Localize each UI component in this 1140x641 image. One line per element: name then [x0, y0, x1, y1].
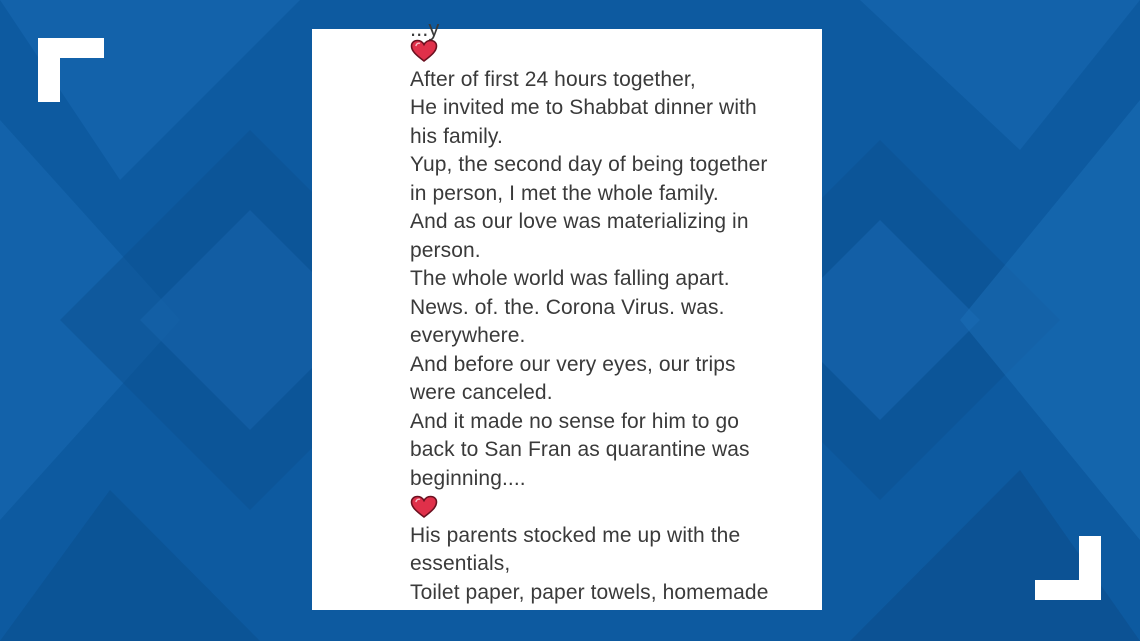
- post-text-line: The whole world was falling apart.: [410, 267, 730, 290]
- post-text-line: Yup, the second day of being together: [410, 153, 768, 176]
- post-text-line: News. of. the. Corona Virus. was.: [410, 295, 725, 319]
- cut-off-previous-line: ...y: [410, 16, 440, 41]
- bottom-right-corner-bracket: [1035, 536, 1103, 607]
- post-text-line: His parents stocked me up with the: [410, 523, 741, 547]
- post-text-line: After of first 24 hours together,: [410, 67, 696, 91]
- post-text-line: person.: [410, 238, 481, 262]
- post-text-line: back to San Fran as quarantine was: [410, 438, 750, 461]
- post-text-line: in person, I met the whole family.: [410, 181, 719, 205]
- post-text-line: He invited me to Shabbat dinner with: [410, 96, 757, 119]
- post-text-line: And before our very eyes, our trips: [410, 352, 736, 376]
- top-left-corner-bracket: [38, 38, 106, 109]
- post-text-line: his family.: [410, 124, 503, 148]
- red-heart-icon: [410, 39, 438, 63]
- social-post-screenshot: [312, 16, 822, 610]
- post-text-line: Toilet paper, paper towels, homemade: [410, 580, 769, 604]
- post-text-line: And it made no sense for him to go: [410, 409, 740, 433]
- post-text-body: [410, 37, 810, 607]
- heart-row: [410, 37, 810, 66]
- post-text-line: And as our love was materializing in: [410, 210, 749, 233]
- red-heart-icon: [410, 495, 438, 519]
- heart-row: [410, 493, 810, 522]
- post-text-line: everywhere.: [410, 324, 526, 347]
- post-text-line: were canceled.: [410, 381, 553, 404]
- post-text-line: beginning....: [410, 466, 526, 490]
- post-text-line: essentials,: [410, 552, 511, 575]
